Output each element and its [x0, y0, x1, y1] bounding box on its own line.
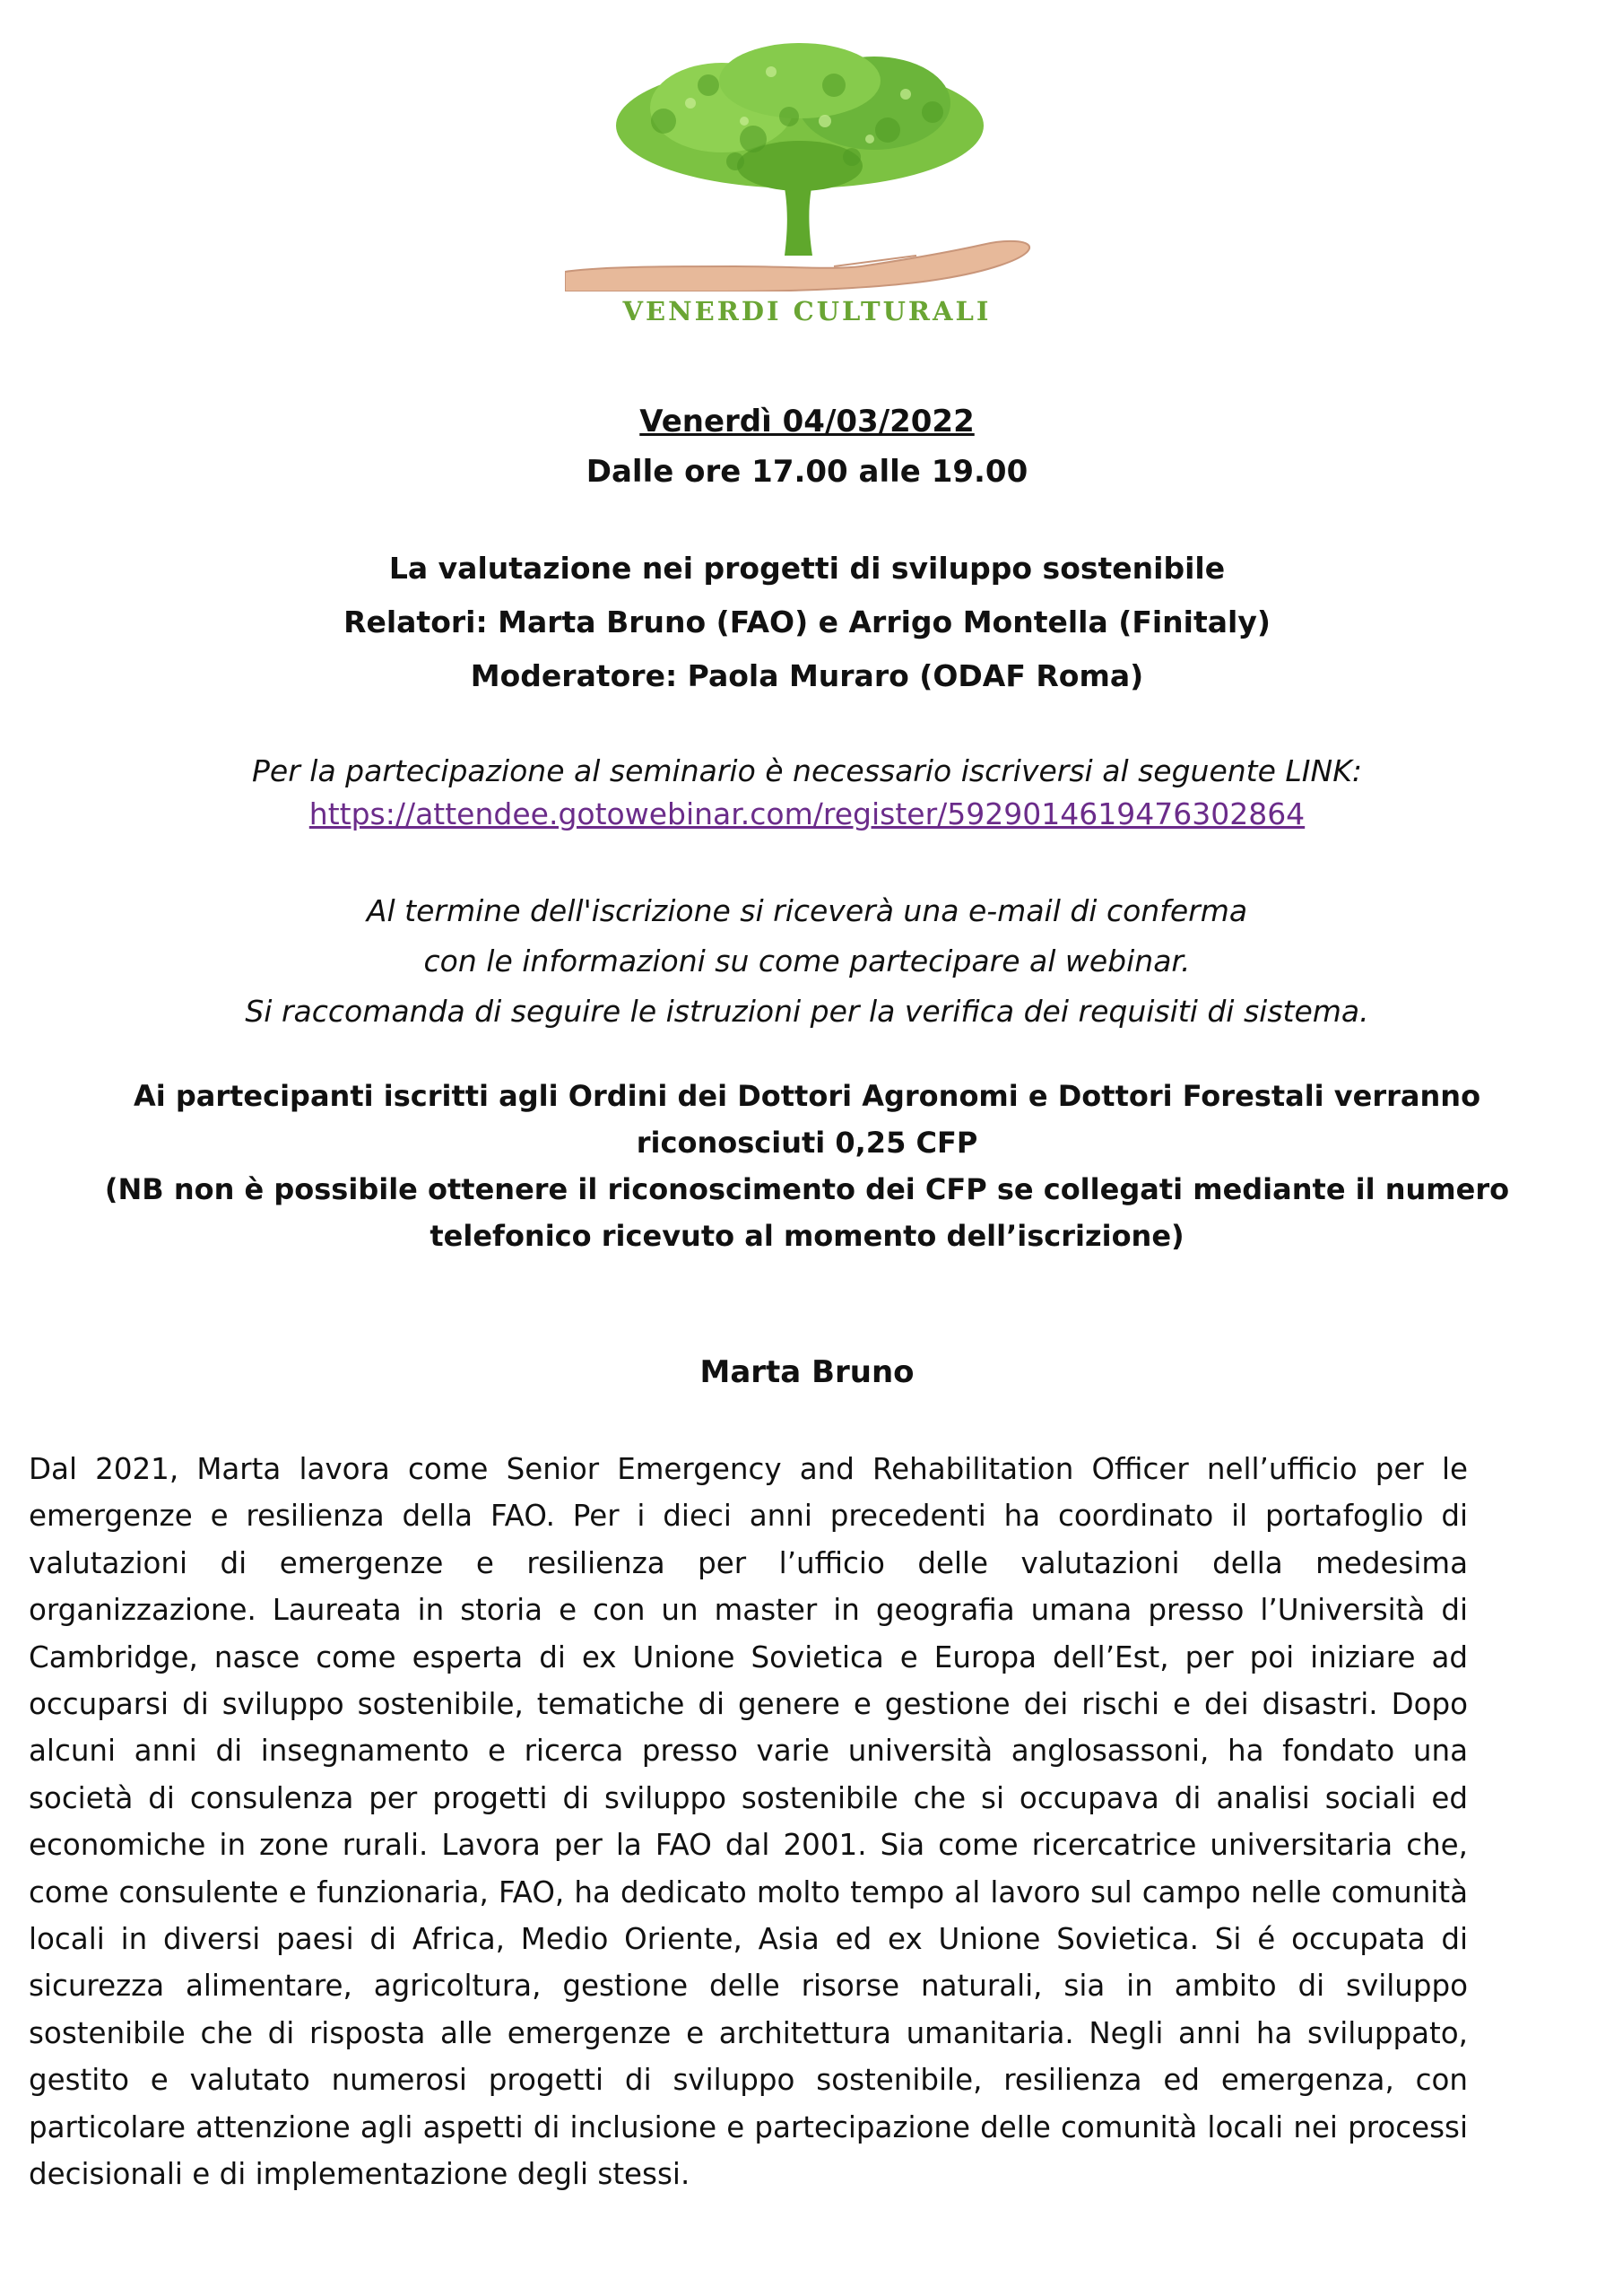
talk-title: La valutazione nei progetti di sviluppo sostenibile	[388, 551, 1226, 586]
talk-speakers: Relatori: Marta Bruno (FAO) e Arrigo Montella (Finitaly)	[343, 604, 1271, 639]
speaker-name: Marta Bruno	[699, 1354, 915, 1390]
cfp-line: Ai partecipanti iscritti agli Ordini dei Dottori Agronomi e Dottori Forestali verranno	[133, 1079, 1481, 1113]
talk-moderator: Moderatore: Paola Muraro (ODAF Roma)	[470, 658, 1144, 693]
confirmation-section	[0, 886, 1614, 1037]
cfp-line: riconosciuti 0,25 CFP	[636, 1126, 978, 1160]
cfp-notice	[0, 1073, 1614, 1259]
speaker-bio: Dal 2021, Marta lavora come Senior Emergency and Rehabilitation Officer nell’ufficio per le emergenze e resilienza della FAO. Per i dieci anni precedenti ha coordinato il portafoglio di valutazioni di emergenze e resilienza per l’ufficio delle valutazioni della medesima organizzazione. Laureata in storia e con un master in geografia umana presso l’Università di Cambridge, nasce come esperta di ex Unione Sovietica e Europa dell’Est, per poi iniziare ad occuparsi di sviluppo sostenibile, tematiche di genere e gestione dei rischi e dei disastri. Dopo alcuni anni di insegnamento e ricerca presso varie università anglosassoni, ha fondato una società di consulenza per progetti di sviluppo sostenibile che si occupava di analisi sociali ed economiche in zone rurali. Lavora per la FAO dal 2001. Sia come ricercatrice universitaria che, come consulente e funzionaria, FAO, ha dedicato molto tempo al lavoro sul campo nelle comunità locali in diversi paesi di Africa, Medio Oriente, Asia ed ex Unione Sovietica. Si é occupata di sicurezza alimentare, agricoltura, gestione delle risorse naturali, sia in ambito di sviluppo sostenibile che di risposta alle emergenze e architettura umanitaria. Negli anni ha sviluppato, gestito e valutato numerosi progetti di sviluppo sostenibile, resilienza ed emergenza, con particolare attenzione agli aspetti di inclusione e partecipazione delle comunità locali nei processi decisionali e di implementazione degli stessi.	[29, 1452, 1468, 2192]
confirmation-line: Al termine dell'iscrizione si riceverà una e-mail di conferma	[366, 893, 1248, 928]
tree-on-hand-logo	[565, 31, 1031, 291]
event-date: Venerdì 04/03/2022	[639, 404, 975, 439]
talk-info	[0, 542, 1614, 703]
registration-text: Per la partecipazione al seminario è necessario iscriversi al seguente LINK:	[252, 753, 1362, 788]
confirmation-line: con le informazioni su come partecipare al webinar.	[423, 944, 1191, 978]
brand-title: VENERDI CULTURALI	[622, 296, 992, 326]
registration-section	[0, 750, 1614, 836]
cfp-line: (NB non è possibile ottenere il riconoscimento dei CFP se collegati mediante il numero	[104, 1172, 1510, 1206]
event-time: Dalle ore 17.00 alle 19.00	[586, 454, 1028, 490]
registration-link[interactable]: https://attendee.gotowebinar.com/register/5929014619476302864	[308, 796, 1306, 831]
cfp-line: telefonico ricevuto al momento dell’iscrizione)	[430, 1219, 1184, 1253]
confirmation-line: Si raccomanda di seguire le istruzioni per la verifica dei requisiti di sistema.	[245, 994, 1369, 1029]
tree-hand-icon	[565, 31, 1031, 291]
